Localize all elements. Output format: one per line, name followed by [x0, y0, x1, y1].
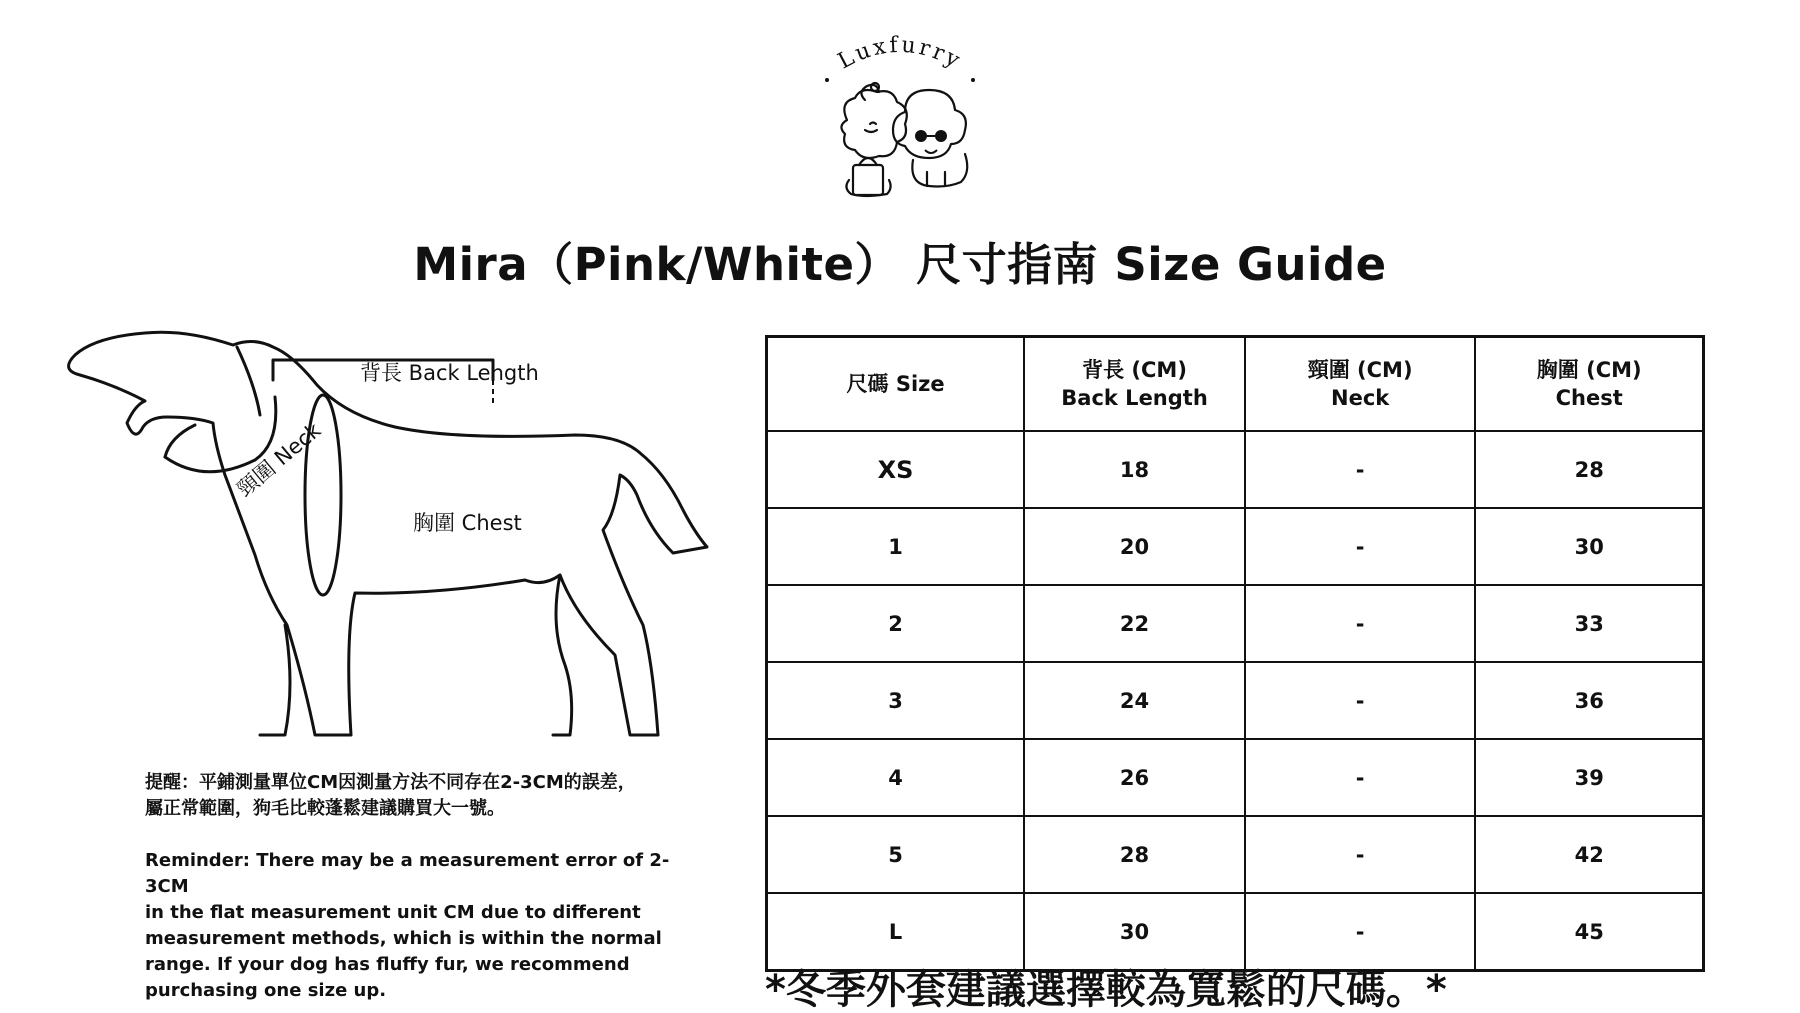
neck-cell: -	[1245, 893, 1475, 971]
size-cell: 3	[767, 662, 1025, 739]
chest-cell: 39	[1475, 739, 1703, 816]
size-cell: 1	[767, 508, 1025, 585]
chest-cell: 45	[1475, 893, 1703, 971]
back-length-cell: 20	[1024, 508, 1245, 585]
header-chest-en: Chest	[1555, 386, 1623, 410]
dog-silhouette-icon	[55, 325, 695, 745]
size-cell: XS	[767, 431, 1025, 508]
neck-cell: -	[1245, 662, 1475, 739]
back-length-cell: 26	[1024, 739, 1245, 816]
neck-cell: -	[1245, 739, 1475, 816]
header-neck-zh: 頸圍 (CM)	[1307, 358, 1413, 382]
size-cell: 4	[767, 739, 1025, 816]
header-back-zh: 背長 (CM)	[1082, 358, 1187, 382]
neck-cell: -	[1245, 816, 1475, 893]
winter-coat-footnote: *冬季外套建議選擇較為寬鬆的尺碼。*	[765, 967, 1447, 1013]
table-row	[767, 585, 1704, 662]
header-size	[767, 337, 1025, 432]
table-row	[767, 739, 1704, 816]
reminder-en-line: range. If your dog has fluffy fur, we recommend	[145, 954, 630, 975]
chest-cell: 36	[1475, 662, 1703, 739]
measurement-reminder	[145, 770, 675, 1004]
size-cell: 5	[767, 816, 1025, 893]
header-back-en: Back Length	[1061, 386, 1208, 410]
back-length-cell: 22	[1024, 585, 1245, 662]
table-row	[767, 431, 1704, 508]
reminder-zh-line: 提醒：平鋪測量單位CM因測量方法不同存在2-3CM的誤差，	[145, 772, 636, 793]
size-chart-table	[765, 335, 1705, 972]
neck-cell: -	[1245, 431, 1475, 508]
table-row	[767, 816, 1704, 893]
brand-logo	[795, 30, 1005, 205]
chest-label: 胸圍 Chest	[413, 511, 522, 535]
reminder-zh-line: 屬正常範圍，狗毛比較蓬鬆建議購買大一號。	[145, 798, 505, 819]
header-chest	[1475, 337, 1703, 432]
header-back-length	[1024, 337, 1245, 432]
back-length-cell: 30	[1024, 893, 1245, 971]
brand-logo-text: Luxfurry	[833, 32, 967, 75]
size-cell: 2	[767, 585, 1025, 662]
header-size-label: 尺碼 Size	[846, 372, 945, 396]
dog-measurement-diagram	[55, 325, 695, 745]
chest-cell: 33	[1475, 585, 1703, 662]
back-length-cell: 18	[1024, 431, 1245, 508]
reminder-en-line: measurement methods, which is within the normal	[145, 928, 662, 949]
luxfurry-logo-icon	[795, 30, 1005, 205]
chest-cell: 28	[1475, 431, 1703, 508]
header-neck	[1245, 337, 1475, 432]
table-row	[767, 662, 1704, 739]
reminder-en-line: in the flat measurement unit CM due to different	[145, 902, 641, 923]
reminder-en-line: Reminder: There may be a measurement error of 2-3CM	[145, 850, 670, 897]
back-length-cell: 28	[1024, 816, 1245, 893]
neck-label: 頸圍 Neck	[232, 418, 326, 502]
table-row	[767, 893, 1704, 971]
header-neck-en: Neck	[1331, 386, 1390, 410]
chest-cell: 42	[1475, 816, 1703, 893]
header-chest-zh: 胸圍 (CM)	[1536, 358, 1642, 382]
reminder-en-line: purchasing one size up.	[145, 980, 387, 1001]
table-header-row	[767, 337, 1704, 432]
chest-cell: 30	[1475, 508, 1703, 585]
table-row	[767, 508, 1704, 585]
neck-cell: -	[1245, 508, 1475, 585]
back-length-cell: 24	[1024, 662, 1245, 739]
page-title: Mira（Pink/White） 尺寸指南 Size Guide	[413, 238, 1387, 291]
neck-cell: -	[1245, 585, 1475, 662]
size-cell: L	[767, 893, 1025, 971]
back-length-label: 背長 Back Length	[360, 361, 539, 385]
